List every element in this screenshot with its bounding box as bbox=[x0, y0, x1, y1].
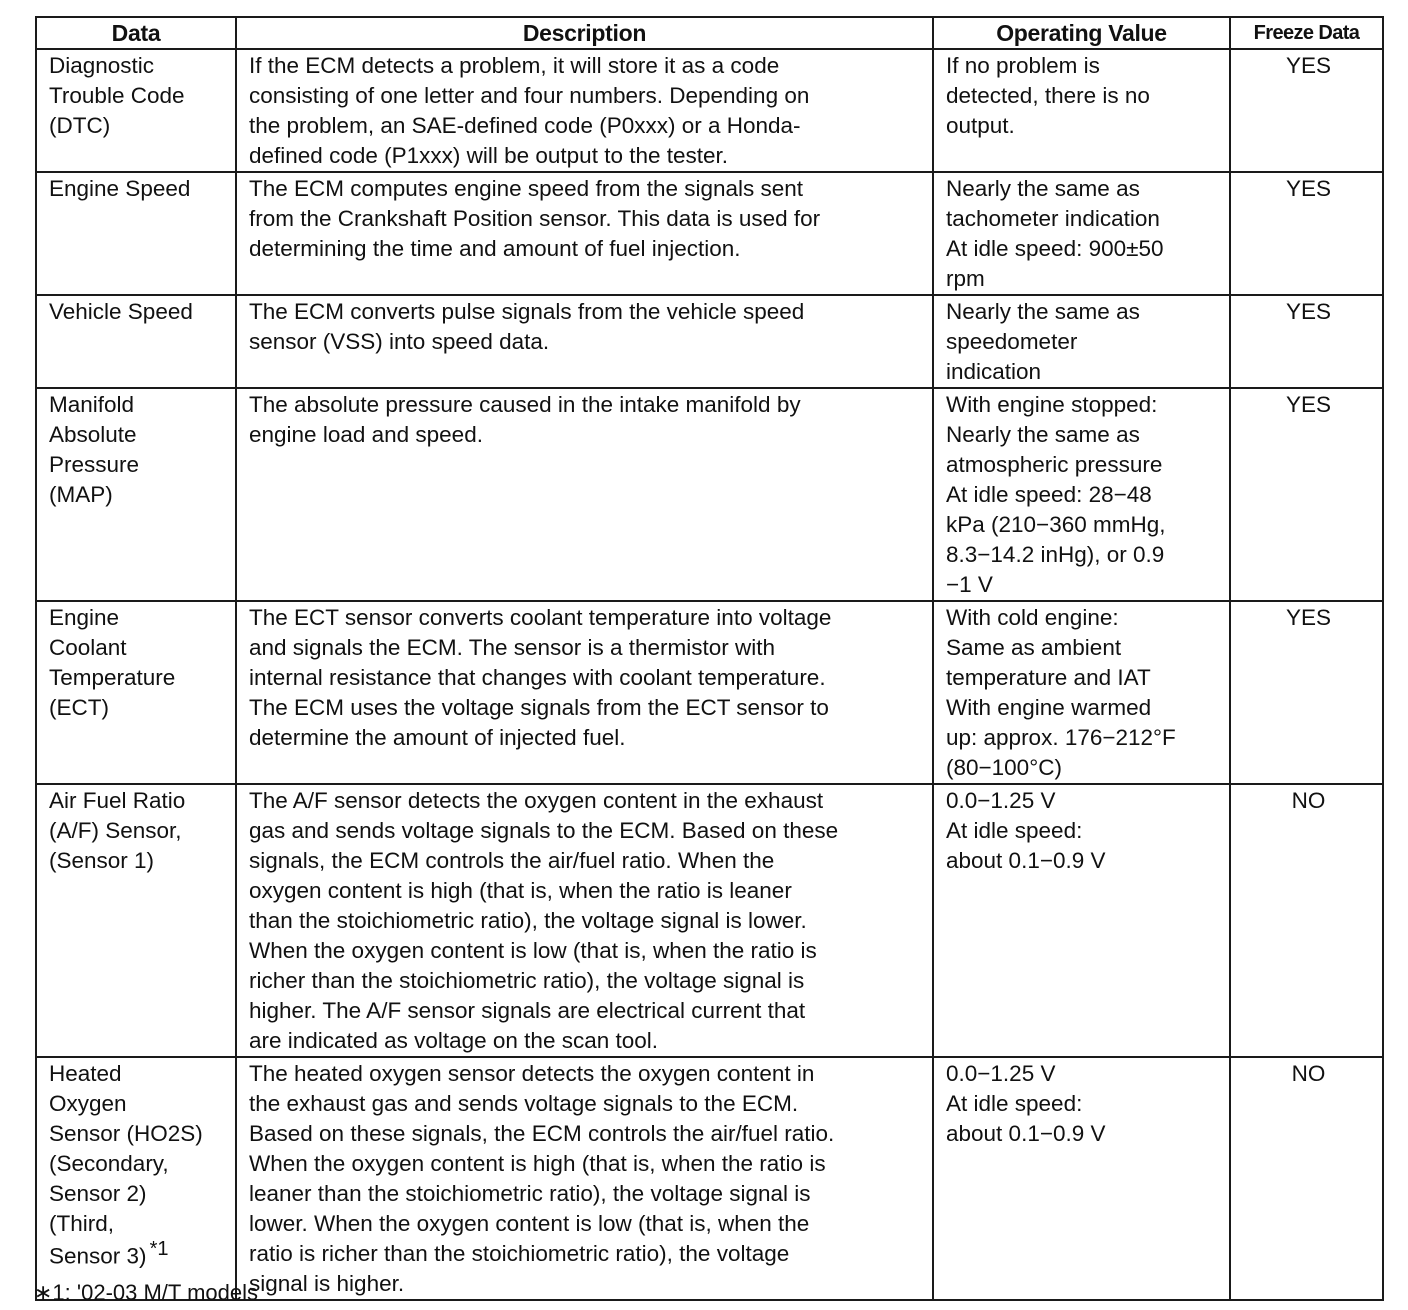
operating-value-cell bbox=[933, 295, 1230, 388]
description-cell-line: The A/F sensor detects the oxygen content in the exhaust bbox=[249, 788, 824, 813]
operating-value-cell bbox=[933, 784, 1230, 1057]
data-cell bbox=[36, 784, 236, 1057]
data-cell-line: (MAP) bbox=[49, 482, 113, 507]
description-cell-line: than the stoichiometric ratio), the voltage signal is lower. bbox=[249, 908, 807, 933]
description-cell bbox=[236, 172, 933, 295]
operating-value-cell-line: At idle speed: bbox=[946, 1091, 1083, 1116]
operating-value-cell-line: With engine stopped: bbox=[946, 392, 1158, 417]
operating-value-cell bbox=[933, 49, 1230, 172]
table-row bbox=[36, 172, 1383, 295]
operating-value-cell-line: With engine warmed bbox=[946, 695, 1152, 720]
data-cell-line: (ECT) bbox=[49, 695, 109, 720]
operating-value-cell-line: 0.0−1.25 V bbox=[946, 788, 1056, 813]
operating-value-cell-line: temperature and IAT bbox=[946, 665, 1151, 690]
data-cell-line: Heated bbox=[49, 1061, 122, 1086]
operating-value-cell-line: Nearly the same as bbox=[946, 299, 1140, 324]
description-cell bbox=[236, 388, 933, 601]
description-cell-line: determine the amount of injected fuel. bbox=[249, 725, 626, 750]
operating-value-cell-line: At idle speed: 28−48 bbox=[946, 482, 1152, 507]
table-row bbox=[36, 1057, 1383, 1300]
operating-value-cell bbox=[933, 601, 1230, 784]
description-cell-line: signal is higher. bbox=[249, 1271, 405, 1296]
data-cell-line: Engine Speed bbox=[49, 176, 191, 201]
data-cell-line: Vehicle Speed bbox=[49, 299, 193, 324]
description-cell-line: determining the time and amount of fuel injection. bbox=[249, 236, 741, 261]
header-description: Description bbox=[236, 17, 933, 49]
data-cell-line: (Secondary, bbox=[49, 1151, 169, 1176]
data-cell-line: Sensor (HO2S) bbox=[49, 1121, 203, 1146]
operating-value-cell-line: 0.0−1.25 V bbox=[946, 1061, 1056, 1086]
data-cell bbox=[36, 172, 236, 295]
table-row bbox=[36, 49, 1383, 172]
operating-value-cell-line: If no problem is bbox=[946, 53, 1100, 78]
description-cell-line: and signals the ECM. The sensor is a thermistor with bbox=[249, 635, 776, 660]
description-cell-line: The ECM uses the voltage signals from the ECT sensor to bbox=[249, 695, 829, 720]
description-cell bbox=[236, 295, 933, 388]
operating-value-cell bbox=[933, 388, 1230, 601]
operating-value-cell bbox=[933, 172, 1230, 295]
operating-value-cell-line: rpm bbox=[946, 266, 985, 291]
footnote: ∗1: '02-03 M/T models bbox=[34, 1280, 258, 1305]
description-cell-line: leaner than the stoichiometric ratio), the voltage signal is bbox=[249, 1181, 811, 1206]
description-cell-line: The ECT sensor converts coolant temperature into voltage bbox=[249, 605, 832, 630]
operating-value-cell-line: 8.3−14.2 inHg), or 0.9 bbox=[946, 542, 1165, 567]
description-cell-line: the problem, an SAE-defined code (P0xxx) or a Honda- bbox=[249, 113, 801, 138]
description-cell-line: The heated oxygen sensor detects the oxygen content in bbox=[249, 1061, 815, 1086]
data-cell-line: (DTC) bbox=[49, 113, 111, 138]
operating-value-cell-line: up: approx. 176−212°F bbox=[946, 725, 1176, 750]
operating-value-cell-line: atmospheric pressure bbox=[946, 452, 1163, 477]
table-row bbox=[36, 601, 1383, 784]
data-cell bbox=[36, 295, 236, 388]
description-cell-line: lower. When the oxygen content is low (that is, when the bbox=[249, 1211, 810, 1236]
data-cell bbox=[36, 388, 236, 601]
operating-value-cell-line: about 0.1−0.9 V bbox=[946, 1121, 1106, 1146]
description-cell-line: signals, the ECM controls the air/fuel ratio. When the bbox=[249, 848, 775, 873]
description-cell-line: from the Crankshaft Position sensor. This data is used for bbox=[249, 206, 821, 231]
description-cell-line: consisting of one letter and four numbers. Depending on bbox=[249, 83, 810, 108]
operating-value-cell-line: −1 V bbox=[946, 572, 993, 597]
description-cell-line: internal resistance that changes with coolant temperature. bbox=[249, 665, 826, 690]
data-cell-line: Oxygen bbox=[49, 1091, 127, 1116]
description-cell bbox=[236, 1057, 933, 1300]
data-cell-line: Pressure bbox=[49, 452, 140, 477]
description-cell-line: oxygen content is high (that is, when the ratio is leaner bbox=[249, 878, 792, 903]
header-operating-value: Operating Value bbox=[933, 17, 1230, 49]
operating-value-cell-line: about 0.1−0.9 V bbox=[946, 848, 1106, 873]
table-header-row bbox=[36, 17, 1383, 49]
data-cell-line: Air Fuel Ratio bbox=[49, 788, 186, 813]
freeze-data-cell: NO bbox=[1230, 1057, 1383, 1300]
data-cell bbox=[36, 1057, 236, 1300]
description-cell-line: ratio is richer than the stoichiometric ratio), the voltage bbox=[249, 1241, 790, 1266]
operating-value-cell-line: detected, there is no bbox=[946, 83, 1150, 108]
operating-value-cell-line: kPa (210−360 mmHg, bbox=[946, 512, 1166, 537]
freeze-data-cell: YES bbox=[1230, 172, 1383, 295]
data-cell-line: (A/F) Sensor, bbox=[49, 818, 182, 843]
table-row bbox=[36, 784, 1383, 1057]
operating-value-cell-line: At idle speed: 900±50 bbox=[946, 236, 1164, 261]
description-cell-line: When the oxygen content is high (that is, when the ratio is bbox=[249, 1151, 826, 1176]
description-cell-line: When the oxygen content is low (that is, when the ratio is bbox=[249, 938, 817, 963]
header-freeze-data: Freeze Data bbox=[1230, 17, 1383, 49]
data-cell-line: Temperature bbox=[49, 665, 176, 690]
freeze-data-cell: YES bbox=[1230, 49, 1383, 172]
freeze-data-cell: YES bbox=[1230, 601, 1383, 784]
description-cell-line: The ECM converts pulse signals from the vehicle speed bbox=[249, 299, 805, 324]
description-cell-line: gas and sends voltage signals to the ECM. Based on these bbox=[249, 818, 839, 843]
header-data: Data bbox=[36, 17, 236, 49]
data-list-table bbox=[35, 16, 1384, 1301]
operating-value-cell bbox=[933, 1057, 1230, 1300]
data-cell-line: Engine bbox=[49, 605, 120, 630]
data-cell-line: Coolant bbox=[49, 635, 127, 660]
operating-value-cell-line: output. bbox=[946, 113, 1015, 138]
operating-value-cell-line: Nearly the same as bbox=[946, 422, 1140, 447]
description-cell bbox=[236, 49, 933, 172]
data-cell bbox=[36, 49, 236, 172]
table-row bbox=[36, 295, 1383, 388]
description-cell-line: If the ECM detects a problem, it will store it as a code bbox=[249, 53, 780, 78]
data-cell-line: Sensor 2) bbox=[49, 1181, 147, 1206]
footnote-marker: *1 bbox=[149, 1238, 169, 1260]
description-cell-line: richer than the stoichiometric ratio), the voltage signal is bbox=[249, 968, 805, 993]
freeze-data-cell: YES bbox=[1230, 388, 1383, 601]
description-cell bbox=[236, 784, 933, 1057]
data-cell-line: (Third, bbox=[49, 1211, 115, 1236]
data-cell-line: (Sensor 1) bbox=[49, 848, 155, 873]
table-row bbox=[36, 388, 1383, 601]
description-cell-line: the exhaust gas and sends voltage signals to the ECM. bbox=[249, 1091, 799, 1116]
data-cell-line: Sensor 3) bbox=[49, 1243, 147, 1269]
data-cell-line: Absolute bbox=[49, 422, 137, 447]
operating-value-cell-line: With cold engine: bbox=[946, 605, 1119, 630]
data-cell bbox=[36, 601, 236, 784]
operating-value-cell-line: Same as ambient bbox=[946, 635, 1122, 660]
operating-value-cell-line: tachometer indication bbox=[946, 206, 1160, 231]
description-cell-line: sensor (VSS) into speed data. bbox=[249, 329, 550, 354]
data-cell-line: Manifold bbox=[49, 392, 135, 417]
operating-value-cell-line: Nearly the same as bbox=[946, 176, 1140, 201]
freeze-data-cell: NO bbox=[1230, 784, 1383, 1057]
operating-value-cell-line: (80−100°C) bbox=[946, 755, 1062, 780]
description-cell-line: defined code (P1xxx) will be output to the tester. bbox=[249, 143, 729, 168]
description-cell-line: are indicated as voltage on the scan tool. bbox=[249, 1028, 659, 1053]
description-cell-line: higher. The A/F sensor signals are electrical current that bbox=[249, 998, 806, 1023]
operating-value-cell-line: At idle speed: bbox=[946, 818, 1083, 843]
description-cell-line: The absolute pressure caused in the intake manifold by bbox=[249, 392, 801, 417]
operating-value-cell-line: indication bbox=[946, 359, 1042, 384]
description-cell-line: engine load and speed. bbox=[249, 422, 483, 447]
data-cell-line: Diagnostic bbox=[49, 53, 155, 78]
operating-value-cell-line: speedometer bbox=[946, 329, 1078, 354]
description-cell bbox=[236, 601, 933, 784]
data-cell-line-wrap bbox=[49, 1239, 227, 1272]
data-cell-line: Trouble Code bbox=[49, 83, 185, 108]
description-cell-line: The ECM computes engine speed from the signals sent bbox=[249, 176, 804, 201]
description-cell-line: Based on these signals, the ECM controls the air/fuel ratio. bbox=[249, 1121, 835, 1146]
freeze-data-cell: YES bbox=[1230, 295, 1383, 388]
